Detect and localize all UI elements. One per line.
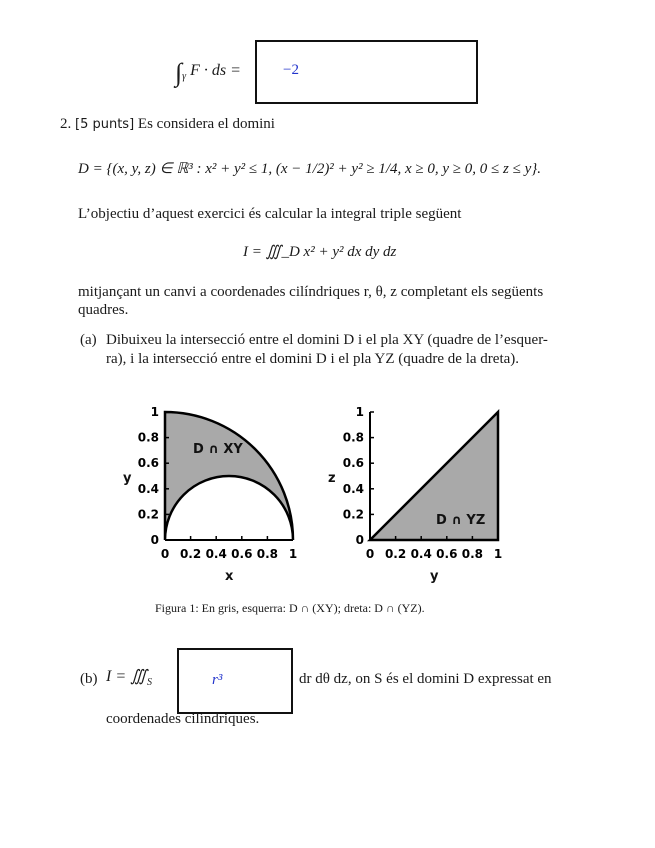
figure-caption: Figura 1: En gris, esquerra: D ∩ (XY); dreta: D ∩ (YZ). (155, 601, 425, 615)
xy-ytick-label: 0 (150, 533, 159, 547)
xlabel-yz: y (430, 569, 439, 584)
problem-header (60, 116, 275, 133)
region-label-yz: D ∩ YZ (436, 513, 486, 528)
plot-xy (123, 405, 297, 584)
ylabel-xy: y (123, 471, 132, 486)
yz-xtick-label: 0.8 (461, 547, 484, 561)
method-line-1: mitjançant un canvi a coordenades cilíndriques r, θ, z completant els següents (78, 284, 544, 300)
part-b-label: (b) (80, 671, 98, 687)
part-b-line-2: coordenades cilíndriques. (106, 711, 260, 727)
xy-xtick-label: 0 (160, 547, 170, 561)
yz-ytick-label: 0.6 (342, 456, 364, 471)
part-a-line-1: Dibuixeu la intersecció entre el domini D i el pla XY (quadre de l’esquer- (106, 332, 548, 348)
xlabel-xy: x (225, 569, 234, 584)
part-b-subscript: S (147, 677, 153, 689)
yz-ytick-label: 0.8 (342, 430, 364, 445)
ylabel-yz: z (328, 471, 336, 486)
triple-integral: I = ∭_D x² + y² dx dy dz (243, 244, 397, 260)
problem-intro: Es considera el domini (137, 116, 275, 132)
yz-ytick-label: 0.2 (342, 507, 364, 522)
part-b-answer: r³ (212, 672, 223, 688)
objective-text: L’objectiu d’aquest exercici és calcular la integral triple següent (78, 206, 462, 222)
part-b-prefix (106, 666, 152, 688)
top-integral-lhs: F · ds = (190, 62, 241, 79)
yz-xtick-label: 1 (493, 547, 503, 561)
problem-number: 2. (60, 116, 72, 132)
xy-ytick-label: 0.4 (137, 481, 159, 496)
xy-xtick-label: 0.6 (231, 547, 253, 561)
part-b-answer-box[interactable] (177, 648, 293, 714)
yz-ytick-label: 0 (355, 533, 364, 547)
figure-plots (0, 395, 655, 595)
xy-xtick-label: 1 (288, 547, 298, 561)
region-label-xy: D ∩ XY (193, 442, 243, 457)
xy-xtick-label: 0.2 (179, 547, 202, 561)
xy-ytick-label: 0.8 (137, 430, 159, 445)
part-a-label: (a) (80, 332, 97, 348)
method-line-2: quadres. (78, 302, 129, 318)
yz-ytick-label: 1 (355, 405, 364, 419)
problem-points: [5 punts] (75, 117, 135, 132)
yz-ytick-label: 0.4 (342, 481, 364, 496)
yz-xtick-label: 0 (365, 547, 375, 561)
xy-xtick-label: 0.4 (205, 547, 227, 561)
yz-xtick-label: 0.4 (410, 547, 432, 561)
domain-definition: D = {(x, y, z) ∈ ℝ³ : x² + y² ≤ 1, (x − 1/2)² + y² ≥ 1/4, x ≥ 0, y ≥ 0, 0 ≤ z ≤ y}. (78, 161, 541, 177)
part-b-integral: I = ∭ (106, 668, 148, 685)
xy-ytick-label: 1 (150, 405, 159, 419)
xy-ytick-label: 0.6 (137, 456, 159, 471)
xy-ytick-label: 0.2 (137, 507, 159, 522)
part-a-line-2: ra), i la intersecció entre el domini D i el pla YZ (quadre de la dreta). (106, 351, 520, 367)
top-integral: $\int_\gamma$ F · ds = (175, 58, 241, 87)
xy-xtick-label: 0.8 (256, 547, 279, 561)
top-answer: −2 (283, 62, 299, 78)
plot-yz (328, 405, 502, 584)
yz-xtick-label: 0.6 (436, 547, 458, 561)
part-b-suffix: dr dθ dz, on S és el domini D expressat en (299, 671, 552, 687)
yz-xtick-label: 0.2 (384, 547, 407, 561)
region-xy (165, 412, 293, 540)
top-answer-box[interactable] (255, 40, 478, 104)
integral-sign: ∫ (175, 58, 183, 87)
